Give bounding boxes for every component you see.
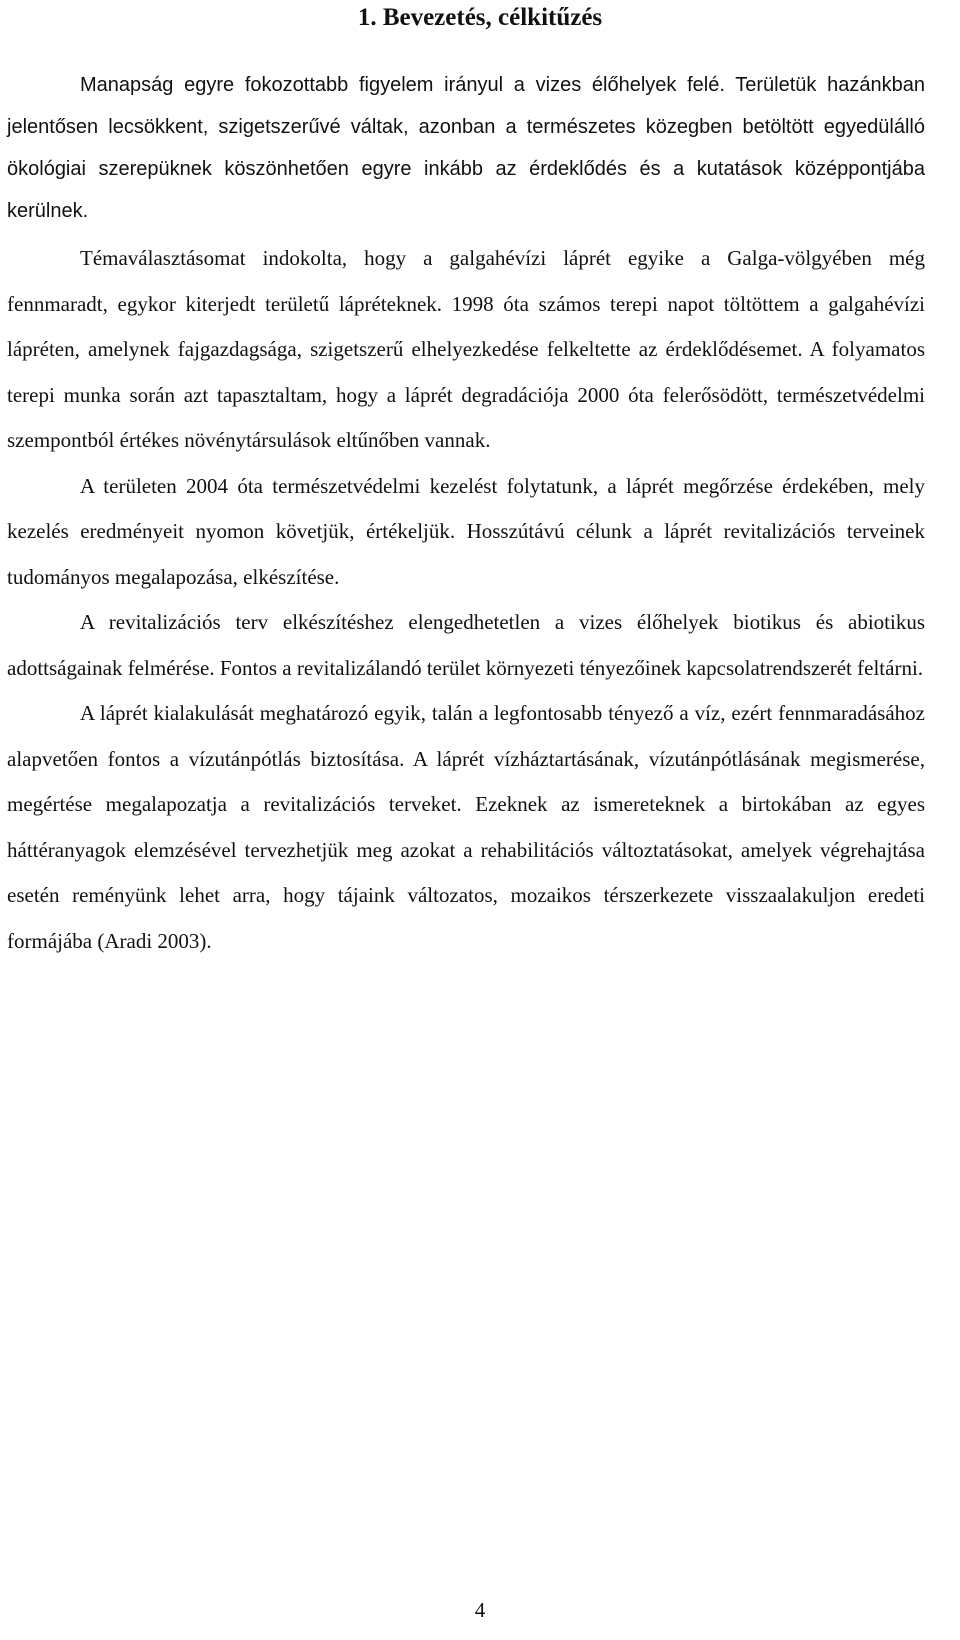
paragraph-management: A területen 2004 óta természetvédelmi kezelést folytatunk, a láprét megőrzése érdekében, mely kezelés eredményeit nyomon követjük, értékeljük. Hosszútávú célunk a láprét revitalizációs terveinek tudományos megalapozása, elkészítése. <box>7 473 925 589</box>
paragraph-topic-choice: Témaválasztásomat indokolta, hogy a galgahévízi láprét egyike a Galga-völgyében még fennmaradt, egykor kiterjedt területű lápréteknek. 1998 óta számos terepi napot töltöttem a galgahévízi lápréten, amelynek fajgazdagsága, szigetszerű elhelyezkedése felkeltette az érdeklődésemet. A folyamatos terepi munka során azt tapasztaltam, hogy a láprét degradációja 2000 óta felerősödött, természetvédelmi szempontból értékes növénytársulások eltűnőben vannak. <box>7 246 925 452</box>
chapter-heading: 1. Bevezetés, célkitűzés <box>357 4 603 31</box>
paragraph-revitalization: A revitalizációs terv elkészítéshez elengedhetetlen a vizes élőhelyek biotikus és abiotikus adottságainak felmérése. Fontos a revitalizálandó terület környezeti tényezőinek kapcsolatrendszerét feltárni. <box>7 610 925 680</box>
paragraph-water-supply: A láprét kialakulását meghatározó egyik, talán a legfontosabb tényező a víz, ezért fennmaradásához alapvetően fontos a vízutánpótlás biztosítása. A láprét vízháztartásának, vízutánpótlásának megismerése, megértése megalapozatja a revitalizációs terveket. Ezeknek az ismereteknek a birtokában az egyes háttéranyagok elemzésével tervezhetjük meg azokat a rehabilitációs változtatásokat, amelyek végrehajtása esetén reményünk lehet arra, hogy tájaink változatos, mozaikos térszerkezete visszaalakuljon eredeti formájába (Aradi 2003). <box>7 701 925 953</box>
body-text <box>7 64 925 964</box>
paragraph-intro: Manapság egyre fokozottabb figyelem irányul a vizes élőhelyek felé. Területük hazánkban jelentősen lecsökkent, szigetszerűvé váltak, azonban a természetes közegben betöltött egyedülálló ökológiai szerepüknek köszönhetően egyre inkább az érdeklődés és a kutatások középpontjába kerülnek. <box>7 74 925 222</box>
page-number: 4 <box>474 1598 486 1622</box>
